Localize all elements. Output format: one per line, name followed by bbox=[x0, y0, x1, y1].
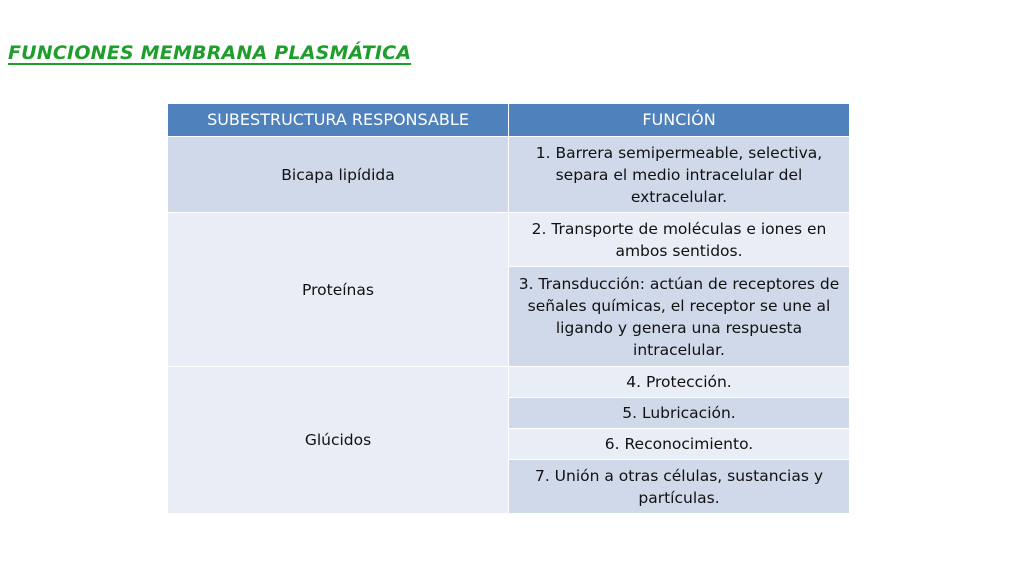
slide-title: FUNCIONES MEMBRANA PLASMÁTICA bbox=[8, 42, 412, 64]
table-row bbox=[168, 213, 850, 267]
structure-cell-glucids: Glúcidos bbox=[168, 367, 509, 514]
function-cell-6: 6. Reconocimiento. bbox=[509, 429, 850, 460]
structure-cell-lipid-bilayer: Bicapa lipídida bbox=[168, 137, 509, 213]
function-cell-2: 2. Transporte de moléculas e iones en ambos sentidos. bbox=[509, 213, 850, 267]
header-function: FUNCIÓN bbox=[509, 104, 850, 137]
function-cell-1: 1. Barrera semipermeable, selectiva, separa el medio intracelular del extracelular. bbox=[509, 137, 850, 213]
function-cell-5: 5. Lubricación. bbox=[509, 398, 850, 429]
function-cell-4: 4. Protección. bbox=[509, 367, 850, 398]
structure-cell-proteins: Proteínas bbox=[168, 213, 509, 367]
table-header-row bbox=[168, 104, 850, 137]
header-substructure: SUBESTRUCTURA RESPONSABLE bbox=[168, 104, 509, 137]
table-row bbox=[168, 367, 850, 398]
table-row bbox=[168, 137, 850, 213]
function-cell-7: 7. Unión a otras células, sustancias y partículas. bbox=[509, 460, 850, 514]
function-cell-3: 3. Transducción: actúan de receptores de señales químicas, el receptor se une al ligando y genera una respuesta intracelular. bbox=[509, 267, 850, 367]
functions-table bbox=[167, 103, 850, 514]
